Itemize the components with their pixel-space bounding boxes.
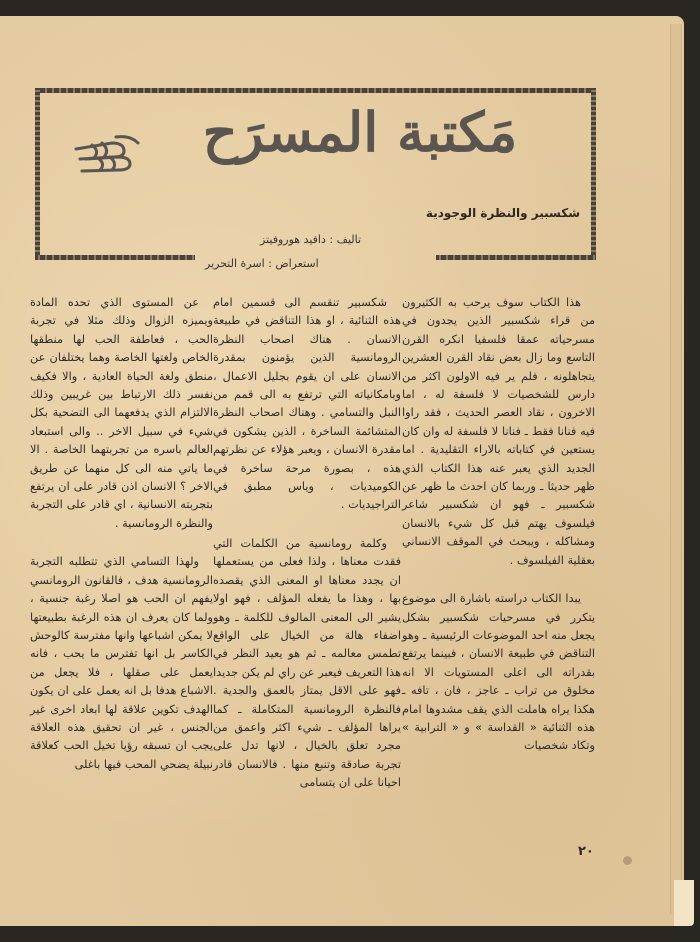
paragraph: عن المستوى الذي تحده المادة ويميزه الزوال وذلك مثلا في تجربة الحب ، فعاطفة الحب لها منطقها الخاص ولغتها الخاصة وهما يختلفان عن منطق ولغة الحياة العادية ، والا فكيف نفسر ذلك الارتباط بين غريبين وذلك الالتزام الذي يدفعهما الى التضحية بكل شيء في سبيل الاخر .. والى استبعاد العالم باسره من تجربتهما الخاصة . الا ما ياتي منه الى كل منهما عن طريق الاخر ؟ الانسان اذن قادر على ان يرتفع بتجربته الانسانية ، اي قادر على التجربة والنظرة الرومانسية . — [30, 296, 213, 530]
column-left — [30, 294, 213, 774]
frame-border-top — [35, 88, 596, 93]
frame-border-bottom-left — [35, 255, 195, 260]
masthead-title: مَكتبة المسرَح — [202, 100, 518, 164]
column-middle — [213, 294, 401, 793]
page-number: ٢٠ — [578, 844, 594, 859]
page-edge — [670, 24, 682, 914]
paragraph: ولهذا التسامي الذي تتطلبه التجربة الرومانسية هدف ، فالقانون الرومانسي يفهم ان الحب هو اصلا رغبة جنسية ، ولما كان يعرف ان هذه الرغبة بطبيعتها لا يمكن اشباعها وانها مفترسة كالوحش الكاسر بل انها تفترس ما يحب ، فانه يعمل على صقلها ، فلا يجعل من الاشباع هدفا بل انه يعمل على ان يكون الهدف تكوين علاقة لها ابعاد اخرى غير الجنس ، غير ان تحقيق هذه العلاقة يجب ان تسبقه رؤيا تخيل الحب كعلاقة نبيلة يضحي المحب فيها باغلى — [30, 555, 213, 771]
paragraph: يبدا الكتاب دراسته باشارة الى موضوع يتكرر في مسرحيات شكسبير بشكل يجعل منه احد الموضوعات الرئيسية ـ وهو التناقض في طبيعة الانسان ، فبينما يرتفع بقدراته الى اعلى المستويات الا انه مخلوق من تراب ـ عاجز ، فان ، تافه ـ هكذا يراه هاملت الذي يقف مشدوها امام هذه الثنائية « القداسة » و « الترابية » وتكاد شخصيات — [402, 592, 595, 753]
frame-border-bottom-right — [436, 255, 596, 260]
books-icon — [72, 133, 142, 173]
folded-corner — [674, 880, 694, 926]
review-line: استعراض : اسرة التحرير — [205, 257, 319, 270]
article-title: شكسبير والنظرة الوجودية — [425, 206, 580, 220]
paragraph: وكلمة رومانسية من الكلمات التي فقدت معناها ، ولذا فعلى من يستعملها ان يجدد معناها او المعنى الذي يقصده بها ، وهذا ما يفعله المؤلف ، فهو اولا يشير الى المعنى المالوف للكلمة ـ وهو اضفاء هالة من الخيال على الواقع تطمس معالمه ـ ثم هو يعيد النظر في هذا التعريف فيعبر عن راي لم يكن جديدا فهو على الاقل يمتاز بالعمق والجدية . فالنظرة الرومانسية المتكاملة ـ كما يراها المؤلف ـ شيء اكثر واعمق من مجرد تعلق بالخيال ، لانها تدل على تجربة صادقة وتنبع منها . فالانسان قادر احيانا على ان يتسامى — [213, 536, 401, 790]
frame-border-left — [35, 88, 40, 260]
author-line: تاليف : دافيد هوروفيتز — [260, 233, 362, 246]
frame-border-right — [591, 88, 596, 260]
paragraph: هذا الكتاب سوف يرحب به الكثيرون من قراء شكسبير الذين يجدون في مسرحياته عمقا فلسفيا انكره القرن التاسع وما زال بعض نقاد القرن العشرين يتجاهلونه ، فلم ير فيه الاولون اكثر من دارس للشخصيات لا فلسفة له ، اما الاخرون ، نقاد العصر الحديث ، فقد راوا فيه فنانا فقط ـ فنانا لا فلسفة له وان كان يستعين في كتاباته بالاراء التقليدية . اما الجديد الذي يعبر عنه هذا الكتاب الذي ظهر حديثا ـ وربما كان احدث ما ظهر عن شكسبير ـ فهو ان شكسبير شاعر فيلسوف يهتم قبل كل شيء بالانسان ومشاكله ، ويبحث في الموقف الانساني بعقلية الفيلسوف . — [402, 296, 595, 567]
column-right — [402, 294, 595, 756]
paragraph: شكسبير تنقسم الى قسمين امام هذه الثنائية ، او هذا التناقض في طبيعة الانسان . هناك اصحاب النظرة الرومانسية الذين يؤمنون بمقدرة الانسان على ان يقوم بجليل الاعمال ، وبامكانياته التي ترتفع به الى قمم من النبل والتسامي . وهناك اصحاب النظرة المتشائمة الساخرة ، الذين يشكون في مقدرة الانسان ، ويعبر هؤلاء عن نظرتهم هذه ، بصورة مرحة ساخرة في الكوميديات ، وياس مطبق في التراجيديات . — [213, 296, 401, 512]
binding-hole — [623, 856, 632, 865]
